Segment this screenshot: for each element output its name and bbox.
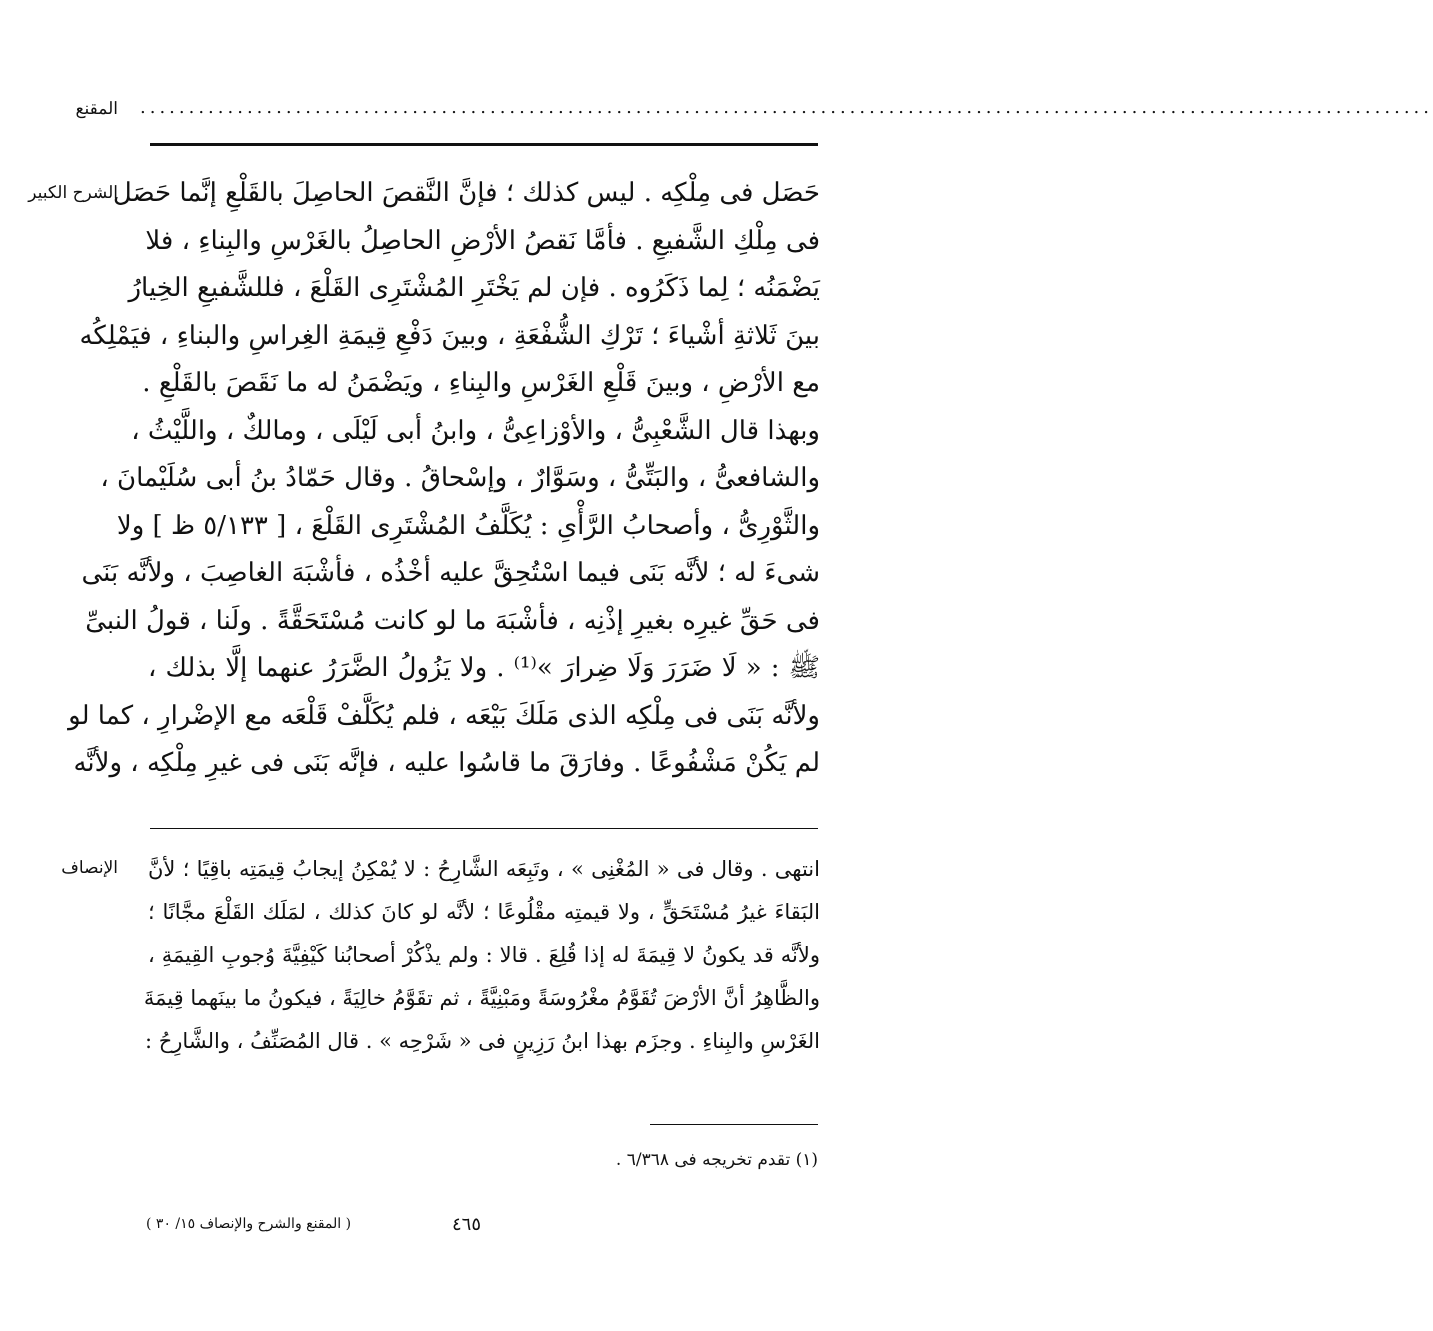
header-dotted-leader: ..................................................................................................................................... <box>140 97 1433 118</box>
insaf-line: والظَّاهِرُ أنَّ الأرْضَ تُقَوَّمُ مغْرُوسَةً ومَبْنِيَّةً ، ثم تقَوَّمُ خالِيَةً ، فيكونُ ما بينَهما قِيمَةَ <box>143 986 820 1010</box>
page-number: ٤٦٥ <box>452 1214 482 1235</box>
sharh-line: يَضْمَنُه ؛ لِما ذَكَرُوه . فإن لم يَخْتَرِ المُشْتَرِى القَلْعَ ، فللشَّفيعِ الخِيارُ <box>128 273 820 303</box>
sharh-line: والشافعىُّ ، والبَتِّىُّ ، وسَوَّارٌ ، وإسْحاقُ . وقال حَمّادُ بنُ أبى سُلَيْمانَ ، <box>100 463 820 493</box>
sharh-line: ﷺ : « لَا ضَرَرَ وَلَا ضِرارَ »⁽¹⁾ . ولا يَزُولُ الضَّرَرُ عنهما إلَّا بذلك ، <box>148 653 820 683</box>
insaf-section-label: الإنصاف <box>61 858 118 878</box>
sharh-line: مع الأرْضِ ، وبينَ قَلْعِ الغَرْسِ والبِناءِ ، ويَضْمَنُ له ما نَقَصَ بالقَلْعِ . <box>142 368 820 398</box>
sharh-line: لم يَكُنْ مَشْفُوعًا . وفارَقَ ما قاسُوا عليه ، فإنَّه بَنَى فى غيرِ مِلْكِه ، ولأنَّه <box>73 748 820 778</box>
volume-reference: ( المقنع والشرح والإنصاف ١٥/ ٣٠ ) <box>146 1216 352 1232</box>
header-rule <box>150 143 818 146</box>
running-header-title: المقنع <box>75 99 118 119</box>
sharh-line: شىءَ له ؛ لأنَّه بَنَى فيما اسْتُحِقَّ عليه أخْذُه ، فأشْبَهَ الغاصِبَ ، ولأنَّه بَنَى <box>81 558 820 588</box>
sharh-line: حَصَل فى مِلْكِه . ليس كذلك ؛ فإنَّ النَّقصَ الحاصِلَ بالقَلْعِ إنَّما حَصَل <box>112 178 820 208</box>
sharh-line: ولأنَّه بَنَى فى مِلْكِه الذى مَلَكَ بَيْعَه ، فلم يُكَلَّفْ قَلْعَه مع الإضْرارِ ، كما لو <box>68 700 820 731</box>
sharh-line: فى حَقِّ غيرِه بغيرِ إذْنِه ، فأشْبَهَ ما لو كانت مُسْتَحَقَّةً . ولَنا ، قولُ النبىِّ <box>85 605 820 636</box>
insaf-line: البَقاءَ غيرُ مُسْتَحَقٍّ ، ولا قيمتِه مقْلُوعًا ؛ لأنَّه لو كانَ كذلك ، لمَلَك القَلْعَ مجَّانًا ؛ <box>148 900 820 924</box>
sharh-line: فى مِلْكِ الشَّفيعِ . فأمَّا نَقصُ الأرْضِ الحاصِلُ بالغَرْسِ والبِناءِ ، فلا <box>145 225 820 256</box>
insaf-line: الغَرْسِ والبِناءِ . وجزَم بهذا ابنُ رَزِينٍ فى « شَرْحِه » . قال المُصَنِّفُ ، والشَّارِحُ : <box>144 1029 820 1053</box>
insaf-text <box>143 848 820 1063</box>
footnote-rule <box>650 1124 818 1125</box>
sharh-line: والثَّوْرِىُّ ، وأصحابُ الرَّأْىِ : يُكَلَّفُ المُشْتَرِى القَلْعَ ، [ ٥/١٣٣ ظ ] ولا <box>116 510 820 541</box>
footnote: (١) تقدم تخريجه فى ٦/٣٦٨ . <box>615 1150 818 1170</box>
sharh-section-label: الشرح الكبير <box>28 183 118 203</box>
sharh-line: وبهذا قال الشَّعْبِىُّ ، والأوْزاعِىُّ ، وابنُ أبى لَيْلَى ، ومالكٌ ، واللَّيْثُ ، <box>131 415 820 446</box>
section-divider <box>150 828 818 829</box>
insaf-line: انتهى . وقال فى « المُغْنِى » ، وتَبِعَه الشَّارِحُ : لا يُمْكِنُ إيجابُ قِيمَتِه باقِيًا ؛ لأنَّ <box>148 857 820 881</box>
insaf-line: ولأنَّه قد يكونُ لا قِيمَةَ له إذا قُلِعَ . قالا : ولم يذْكُرْ أصحابُنا كَيْفِيَّةَ وُجوبِ القِيمَةِ ، <box>148 943 820 967</box>
sharh-line: بينَ ثَلاثةِ أشْياءَ ؛ تَرْكِ الشُّفْعَةِ ، وبينَ دَفْعِ قِيمَةِ الغِراسِ والبناءِ ، فيَمْلِكُه <box>79 320 820 351</box>
